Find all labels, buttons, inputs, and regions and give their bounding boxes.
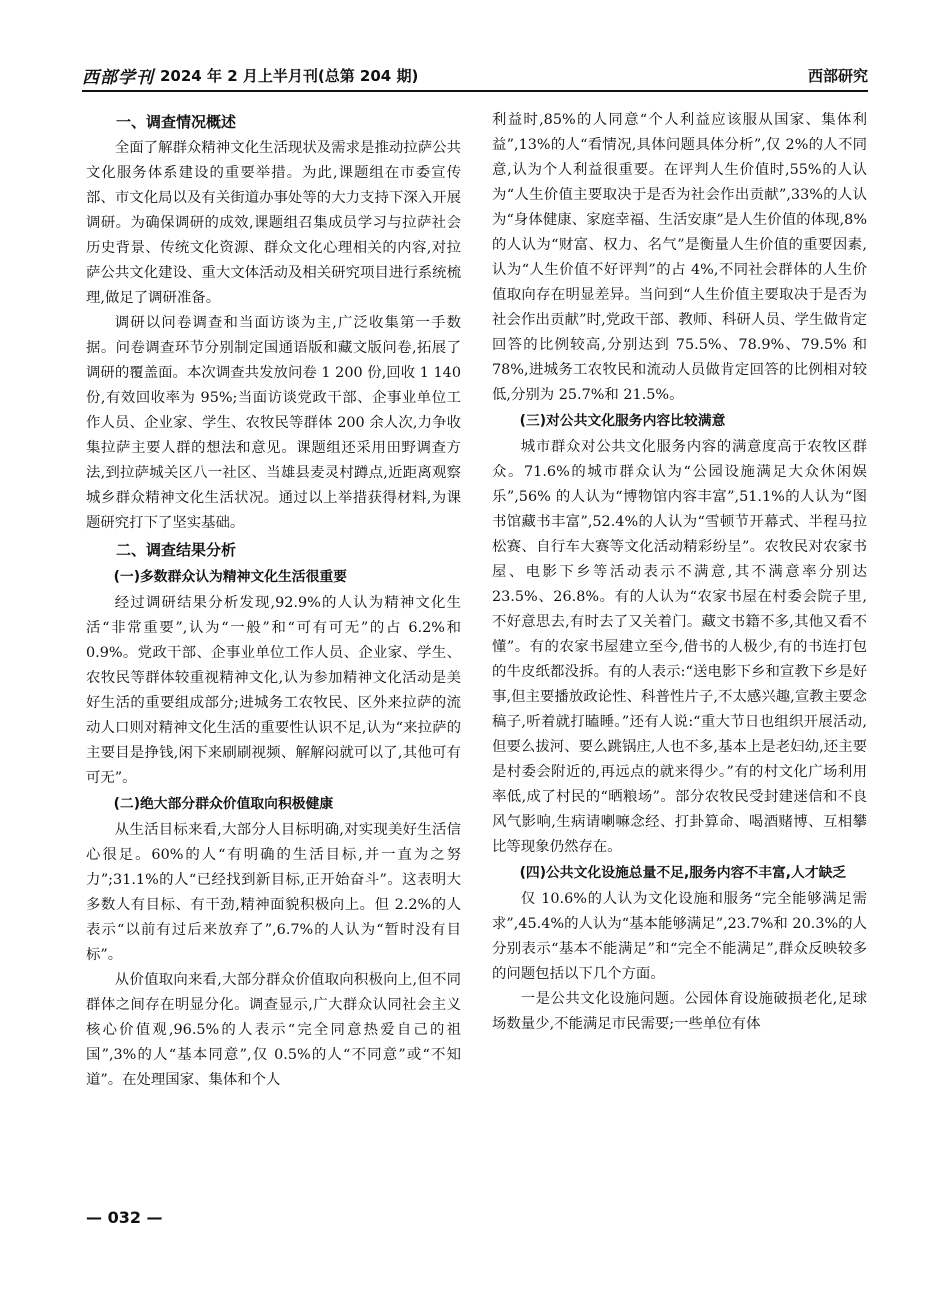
column-name: 西部研究 xyxy=(807,66,868,85)
paragraph: 从生活目标来看,大部分人目标明确,对实现美好生活信心很足。60%的人“有明确的生活目标,并一直为之努力”;31.1%的人“已经找到新目标,正开始奋斗”。这表明大多数人有目标、有干劲,精神面貌积极向上。但 2.2%的人表示“以前有过后来放弃了”,6.7%的人认为“暂时没有目标”。 xyxy=(86,822,461,963)
journal-logo: 西部学刊 xyxy=(82,67,154,88)
paragraph: 仅 10.6%的人认为文化设施和服务“完全能够满足需求”,45.4%的人认为“基本能够满足”,23.7%和 20.3%的人分别表示“基本不能满足”和“完全不能满足”,群众反映较多的问题包括以下几个方面。 xyxy=(492,891,867,982)
right-column xyxy=(492,108,867,1037)
page-number: — 032 — xyxy=(86,1208,163,1227)
subsection-heading: (一)多数群众认为精神文化生活很重要 xyxy=(113,569,347,585)
subsection-heading: (三)对公共文化服务内容比较满意 xyxy=(519,413,726,429)
paragraph: 经过调研结果分析发现,92.9%的人认为精神文化生活“非常重要”,认为“一般”和“可有可无”的占 6.2%和 0.9%。党政干部、企事业单位工作人员、企业家、学生、农牧民等群体较重视精神文化,认为参加精神文化活动是美好生活的重要组成部分;进城务工农牧民、区外来拉萨的流动人口则对精神文化生活的重要性认识不足,认为“来拉萨的主要目是挣钱,闲下来刷刷视频、解解闷就可以了,其他可有可无”。 xyxy=(86,595,461,786)
subsection-heading: (二)绝大部分群众价值取向积极健康 xyxy=(113,796,334,812)
section-heading-1: 一、调查情况概述 xyxy=(116,113,237,131)
paragraph: 调研以问卷调查和当面访谈为主,广泛收集第一手数据。问卷调查环节分别制定国通语版和藏文版问卷,拓展了调研的覆盖面。本次调查共发放问卷 1 200 份,回收 1 140 份,有效回收率为 95%;当面访谈党政干部、企事业单位工作人员、企业家、学生、农牧民等群体 200 余人次,力争收集拉萨主要人群的想法和意见。课题组还采用田野调查方法,到拉萨城关区八一社区、当雄县麦灵村蹲点,近距离观察城乡群众精神文化生活状况。通过以上举措获得材料,为课题研究打下了坚实基础。 xyxy=(86,315,461,531)
section-heading-2: 二、调查结果分析 xyxy=(116,541,237,559)
paragraph: 城市群众对公共文化服务内容的满意度高于农牧区群众。71.6%的城市群众认为“公园设施满足大众休闲娱乐”,56% 的人认为“博物馆内容丰富”,51.1%的人认为“图书馆藏书丰富”,52.4%的人认为“雪顿节开幕式、半程马拉松赛、自行车大赛等文化活动精彩纷呈”。农牧民对农家书屋、电影下乡等活动表示不满意,其不满意率分别达 23.5%、26.8%。有的人认为“农家书屋在村委会院子里,不好意思去,有时去了又关着门。藏文书籍不多,其他又看不懂”。有的农家书屋建立至今,借书的人极少,有的书连打包的牛皮纸都没拆。有的人表示:“送电影下乡和宣教下乡是好事,但主要播放政论性、科普性片子,不太感兴趣,宣教主要念稿子,听着就打瞌睡。”还有人说:“重大节日也组织开展活动,但要么拔河、要么跳锅庄,人也不多,基本上是老妇幼,还主要是村委会附近的,再远点的就来得少。”有的村文化广场利用率低,成了村民的“晒粮场”。部分农牧民受封建迷信和不良风气影响,生病请喇嘛念经、打卦算命、喝酒赌博、互相攀比等现象仍然存在。 xyxy=(492,439,867,855)
paragraph: 全面了解群众精神文化生活现状及需求是推动拉萨公共文化服务体系建设的重要举措。为此,课题组在市委宣传部、市文化局以及有关街道办事处等的大力支持下深入开展调研。为确保调研的成效,课题组召集成员学习与拉萨社会历史背景、传统文化资源、群众文化心理相关的内容,对拉萨公共文化建设、重大文体活动及相关研究项目进行系统梳理,做足了调研准备。 xyxy=(86,140,461,306)
running-header xyxy=(82,60,868,92)
paragraph: 一是公共文化设施问题。公园体育设施破损老化,足球场数量少,不能满足市民需要;一些单位有体 xyxy=(492,991,867,1032)
paragraph-continued: 利益时,85%的人同意“个人利益应该服从国家、集体利益”,13%的人“看情况,具体问题具体分析”,仅 2%的人不同意,认为个人利益很重要。在评判人生价值时,55%的人认为“人生价值主要取决于是否为社会作出贡献”,33%的人认为“身体健康、家庭幸福、生活安康”是人生价值的体现,8%的人认为“财富、权力、名气”是衡量人生价值的重要因素,认为“人生价值不好评判”的占 4%,不同社会群体的人生价值取向存在明显差异。当问到“人生价值主要取决于是否为社会作出贡献”时,党政干部、教师、科研人员、学生做肯定回答的比例较高,分别达到 75.5%、78.9%、79.5% 和 78%,进城务工农牧民和流动人员做肯定回答的比例相对较低,分别为 25.7%和 21.5%。 xyxy=(492,112,867,403)
left-column xyxy=(86,108,461,1093)
paragraph: 从价值取向来看,大部分群众价值取向积极向上,但不同群体之间存在明显分化。调查显示,广大群众认同社会主义核心价值观,96.5%的人表示“完全同意热爱自己的祖国”,3%的人“基本同意”,仅 0.5%的人“不同意”或“不知道”。在处理国家、集体和个人 xyxy=(86,972,461,1088)
issue-info: 2024 年 2 月上半月刊(总第 204 期) xyxy=(160,66,419,85)
header-left xyxy=(82,63,418,88)
subsection-heading: (四)公共文化设施总量不足,服务内容不丰富,人才缺乏 xyxy=(519,865,847,881)
